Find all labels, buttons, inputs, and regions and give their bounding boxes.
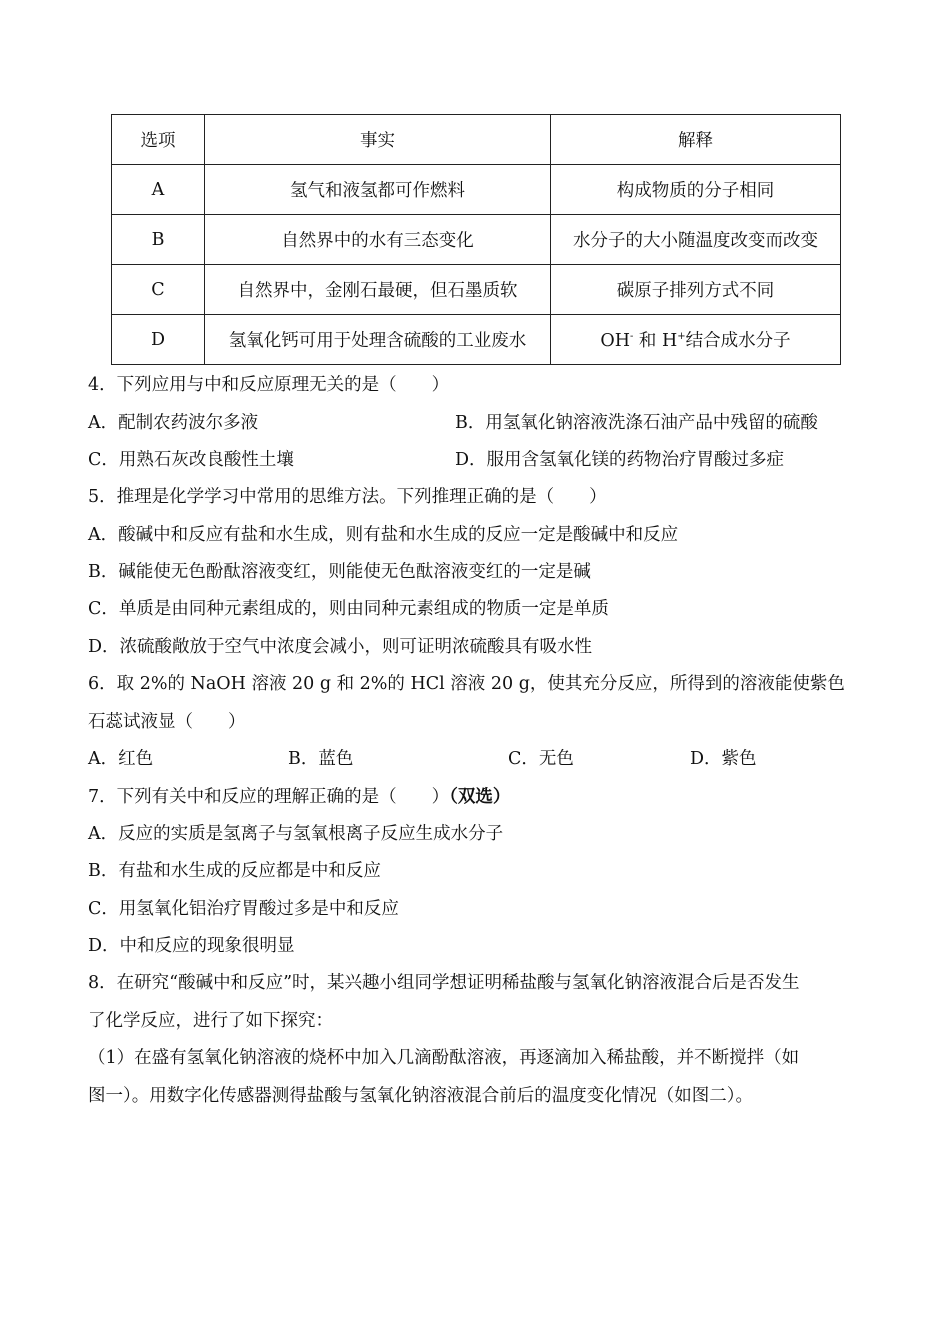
q7-option-a: A．反应的实质是氢离子与氢氧根离子反应生成水分子 bbox=[88, 824, 504, 844]
explain-part: OH bbox=[600, 331, 630, 351]
row-fact: 自然界中的水有三态变化 bbox=[205, 215, 551, 265]
q6-option-c: C．无色 bbox=[508, 749, 574, 769]
q5-option-d: D．浓硫酸敞放于空气中浓度会减小，则可证明浓硫酸具有吸水性 bbox=[88, 637, 593, 657]
header-fact: 事实 bbox=[205, 115, 551, 165]
table-row bbox=[112, 165, 841, 215]
q4-option-b: B．用氢氧化钠溶液洗涤石油产品中残留的硫酸 bbox=[455, 413, 818, 433]
q8-part1-line2: 图一）。用数字化传感器测得盐酸与氢氧化钠溶液混合前后的温度变化情况（如图二）。 bbox=[88, 1086, 753, 1106]
q7-stem-text: 7．下列有关中和反应的理解正确的是（ ） bbox=[88, 787, 450, 807]
q6-stem-line2: 石蕊试液显（ ） bbox=[88, 712, 246, 732]
q6-stem-line1: 6．取 2%的 NaOH 溶液 20 g 和 2%的 HCl 溶液 20 g，使其充分反应，所得到的溶液能使紫色 bbox=[88, 674, 845, 694]
row-fact: 自然界中，金刚石最硬，但石墨质软 bbox=[205, 265, 551, 315]
explain-part: 结合成水分子 bbox=[685, 331, 791, 351]
row-option: C bbox=[112, 265, 205, 315]
explain-superscript-minus: - bbox=[629, 331, 634, 343]
row-explain: 构成物质的分子相同 bbox=[551, 165, 841, 215]
q8-stem-line1: 8．在研究“酸碱中和反应”时，某兴趣小组同学想证明稀盐酸与氢氧化钠溶液混合后是否发生 bbox=[88, 973, 800, 993]
q7-double-select-tag: （双选） bbox=[449, 787, 511, 807]
q6-option-b: B．蓝色 bbox=[288, 749, 354, 769]
row-fact: 氢气和液氢都可作燃料 bbox=[205, 165, 551, 215]
facts-table bbox=[111, 114, 841, 365]
q7-option-c: C．用氢氧化铝治疗胃酸过多是中和反应 bbox=[88, 899, 399, 919]
row-option: A bbox=[112, 165, 205, 215]
table-row bbox=[112, 315, 841, 365]
q6-option-a: A．红色 bbox=[88, 749, 154, 769]
q5-stem: 5．推理是化学学习中常用的思维方法。下列推理正确的是（ ） bbox=[88, 487, 607, 507]
header-option: 选项 bbox=[112, 115, 205, 165]
row-option: D bbox=[112, 315, 205, 365]
q8-part1-line1: （1）在盛有氢氧化钠溶液的烧杯中加入几滴酚酞溶液，再逐滴加入稀盐酸，并不断搅拌（如 bbox=[88, 1048, 800, 1068]
q7-option-b: B．有盐和水生成的反应都是中和反应 bbox=[88, 861, 381, 881]
table-row bbox=[112, 215, 841, 265]
q6-option-d: D．紫色 bbox=[690, 749, 757, 769]
q4-stem: 4．下列应用与中和反应原理无关的是（ ） bbox=[88, 375, 450, 395]
table-row bbox=[112, 265, 841, 315]
explain-part: 和 H bbox=[633, 331, 678, 351]
q5-option-c: C．单质是由同种元素组成的，则由同种元素组成的物质一定是单质 bbox=[88, 599, 609, 619]
row-explain bbox=[551, 315, 841, 365]
explain-superscript-plus: + bbox=[677, 331, 686, 343]
q5-option-b: B．碱能使无色酚酞溶液变红，则能使无色酞溶液变红的一定是碱 bbox=[88, 562, 591, 582]
q4-option-c: C．用熟石灰改良酸性土壤 bbox=[88, 450, 294, 470]
header-explain: 解释 bbox=[551, 115, 841, 165]
q4-option-a: A．配制农药波尔多液 bbox=[88, 413, 259, 433]
row-fact: 氢氧化钙可用于处理含硫酸的工业废水 bbox=[205, 315, 551, 365]
q7-stem bbox=[88, 785, 510, 809]
q7-option-d: D．中和反应的现象很明显 bbox=[88, 936, 295, 956]
q4-option-d: D．服用含氢氧化镁的药物治疗胃酸过多症 bbox=[455, 450, 785, 470]
q8-stem-line2: 了化学反应，进行了如下探究： bbox=[88, 1011, 333, 1031]
row-option: B bbox=[112, 215, 205, 265]
table-header-row bbox=[112, 115, 841, 165]
row-explain: 碳原子排列方式不同 bbox=[551, 265, 841, 315]
q5-option-a: A．酸碱中和反应有盐和水生成，则有盐和水生成的反应一定是酸碱中和反应 bbox=[88, 525, 679, 545]
row-explain: 水分子的大小随温度改变而改变 bbox=[551, 215, 841, 265]
